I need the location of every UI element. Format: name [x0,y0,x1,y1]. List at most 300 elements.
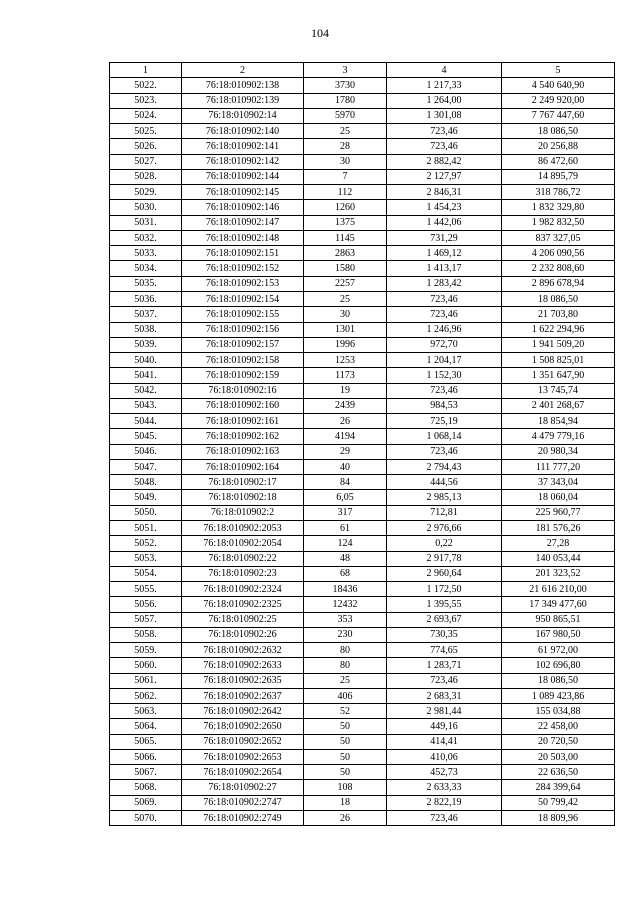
rate-cell: 452,73 [387,765,502,780]
value-cell: 1 941 509,20 [502,337,615,352]
row-number-cell: 5061. [110,673,182,688]
row-number-cell: 5066. [110,749,182,764]
area-cell: 1145 [304,230,387,245]
row-number-cell: 5067. [110,765,182,780]
area-cell: 112 [304,185,387,200]
value-cell: 2 401 268,67 [502,398,615,413]
row-number-cell: 5055. [110,582,182,597]
rate-cell: 2 693,67 [387,612,502,627]
cadastral-number-cell: 76:18:010902:138 [182,78,304,93]
rate-cell: 2 882,42 [387,154,502,169]
table-row [110,765,615,780]
area-cell: 1375 [304,215,387,230]
table-header-row [110,63,615,78]
row-number-cell: 5041. [110,368,182,383]
area-cell: 50 [304,719,387,734]
area-cell: 26 [304,414,387,429]
row-number-cell: 5057. [110,612,182,627]
rate-cell: 774,65 [387,643,502,658]
row-number-cell: 5070. [110,811,182,826]
cadastral-number-cell: 76:18:010902:155 [182,307,304,322]
row-number-cell: 5029. [110,185,182,200]
value-cell: 18 086,50 [502,673,615,688]
cadastral-number-cell: 76:18:010902:139 [182,93,304,108]
table-row [110,811,615,826]
table-row [110,627,615,642]
table-row [110,704,615,719]
area-cell: 1253 [304,353,387,368]
area-cell: 40 [304,459,387,474]
value-cell: 22 458,00 [502,719,615,734]
row-number-cell: 5043. [110,398,182,413]
row-number-cell: 5045. [110,429,182,444]
cadastral-number-cell: 76:18:010902:22 [182,551,304,566]
rate-cell: 1 204,17 [387,353,502,368]
row-number-cell: 5049. [110,490,182,505]
row-number-cell: 5028. [110,169,182,184]
area-cell: 1580 [304,261,387,276]
area-cell: 25 [304,291,387,306]
row-number-cell: 5030. [110,200,182,215]
rate-cell: 2 960,64 [387,566,502,581]
table-row [110,536,615,551]
cadastral-number-cell: 76:18:010902:147 [182,215,304,230]
row-number-cell: 5059. [110,643,182,658]
row-number-cell: 5051. [110,520,182,535]
row-number-cell: 5035. [110,276,182,291]
area-cell: 2863 [304,246,387,261]
column-header-1: 1 [110,63,182,78]
area-cell: 50 [304,749,387,764]
rate-cell: 1 283,71 [387,658,502,673]
page-number: 104 [311,26,329,40]
row-number-cell: 5069. [110,795,182,810]
value-cell: 1 351 647,90 [502,368,615,383]
row-number-cell: 5039. [110,337,182,352]
table-row [110,459,615,474]
table-row [110,429,615,444]
row-number-cell: 5046. [110,444,182,459]
value-cell: 22 636,50 [502,765,615,780]
area-cell: 406 [304,688,387,703]
table-row [110,93,615,108]
value-cell: 18 086,50 [502,291,615,306]
value-cell: 2 249 920,00 [502,93,615,108]
value-cell: 155 034,88 [502,704,615,719]
area-cell: 12432 [304,597,387,612]
rate-cell: 1 395,55 [387,597,502,612]
rate-cell: 1 246,96 [387,322,502,337]
cadastral-number-cell: 76:18:010902:153 [182,276,304,291]
row-number-cell: 5033. [110,246,182,261]
table-row [110,414,615,429]
area-cell: 52 [304,704,387,719]
area-cell: 30 [304,154,387,169]
rate-cell: 2 981,44 [387,704,502,719]
area-cell: 80 [304,643,387,658]
row-number-cell: 5038. [110,322,182,337]
cadastral-number-cell: 76:18:010902:2654 [182,765,304,780]
rate-cell: 1 454,23 [387,200,502,215]
table-row [110,124,615,139]
rate-cell: 1 217,33 [387,78,502,93]
table-row [110,749,615,764]
cadastral-number-cell: 76:18:010902:2653 [182,749,304,764]
rate-cell: 449,16 [387,719,502,734]
cadastral-number-cell: 76:18:010902:152 [182,261,304,276]
table-row [110,780,615,795]
row-number-cell: 5025. [110,124,182,139]
area-cell: 1173 [304,368,387,383]
row-number-cell: 5058. [110,627,182,642]
value-cell: 4 206 090,56 [502,246,615,261]
cadastral-number-cell: 76:18:010902:14 [182,108,304,123]
rate-cell: 723,46 [387,383,502,398]
table-row [110,246,615,261]
area-cell: 50 [304,765,387,780]
table-row [110,215,615,230]
table-row [110,200,615,215]
area-cell: 2257 [304,276,387,291]
rate-cell: 2 794,43 [387,459,502,474]
row-number-cell: 5036. [110,291,182,306]
area-cell: 25 [304,124,387,139]
table-row [110,276,615,291]
area-cell: 6,05 [304,490,387,505]
rate-cell: 414,41 [387,734,502,749]
table-row [110,78,615,93]
rate-cell: 2 683,31 [387,688,502,703]
row-number-cell: 5026. [110,139,182,154]
cadastral-number-cell: 76:18:010902:158 [182,353,304,368]
cadastral-number-cell: 76:18:010902:164 [182,459,304,474]
rate-cell: 972,70 [387,337,502,352]
table-row [110,475,615,490]
table-row [110,139,615,154]
rate-cell: 2 917,78 [387,551,502,566]
rate-cell: 2 846,31 [387,185,502,200]
value-cell: 13 745,74 [502,383,615,398]
area-cell: 84 [304,475,387,490]
area-cell: 7 [304,169,387,184]
cadastral-number-cell: 76:18:010902:17 [182,475,304,490]
table-row [110,154,615,169]
value-cell: 20 980,34 [502,444,615,459]
cadastral-number-cell: 76:18:010902:2054 [182,536,304,551]
row-number-cell: 5027. [110,154,182,169]
rate-cell: 723,46 [387,124,502,139]
cadastral-number-cell: 76:18:010902:151 [182,246,304,261]
cadastral-number-cell: 76:18:010902:141 [182,139,304,154]
cadastral-number-cell: 76:18:010902:23 [182,566,304,581]
value-cell: 1 622 294,96 [502,322,615,337]
table-row [110,353,615,368]
table-row [110,490,615,505]
table-row [110,383,615,398]
row-number-cell: 5037. [110,307,182,322]
cadastral-number-cell: 76:18:010902:140 [182,124,304,139]
area-cell: 1260 [304,200,387,215]
cadastral-number-cell: 76:18:010902:2637 [182,688,304,703]
value-cell: 1 508 825,01 [502,353,615,368]
row-number-cell: 5054. [110,566,182,581]
cadastral-number-cell: 76:18:010902:2635 [182,673,304,688]
row-number-cell: 5062. [110,688,182,703]
rate-cell: 731,29 [387,230,502,245]
rate-cell: 1 283,42 [387,276,502,291]
value-cell: 61 972,00 [502,643,615,658]
table-row [110,307,615,322]
area-cell: 353 [304,612,387,627]
area-cell: 4194 [304,429,387,444]
cadastral-number-cell: 76:18:010902:146 [182,200,304,215]
cadastral-number-cell: 76:18:010902:2053 [182,520,304,535]
value-cell: 1 089 423,86 [502,688,615,703]
value-cell: 17 349 477,60 [502,597,615,612]
area-cell: 61 [304,520,387,535]
row-number-cell: 5056. [110,597,182,612]
row-number-cell: 5040. [110,353,182,368]
table-row [110,551,615,566]
value-cell: 7 767 447,60 [502,108,615,123]
table-row [110,291,615,306]
value-cell: 86 472,60 [502,154,615,169]
table-row [110,505,615,520]
value-cell: 2 896 678,94 [502,276,615,291]
row-number-cell: 5024. [110,108,182,123]
cadastral-number-cell: 76:18:010902:2324 [182,582,304,597]
column-header-3: 3 [304,63,387,78]
area-cell: 80 [304,658,387,673]
table-row [110,734,615,749]
cadastral-number-cell: 76:18:010902:2650 [182,719,304,734]
rate-cell: 0,22 [387,536,502,551]
area-cell: 25 [304,673,387,688]
table-row [110,261,615,276]
table-row [110,169,615,184]
value-cell: 1 832 329,80 [502,200,615,215]
rate-cell: 725,19 [387,414,502,429]
rate-cell: 2 822,19 [387,795,502,810]
table-row [110,566,615,581]
table-body [110,78,615,826]
value-cell: 4 479 779,16 [502,429,615,444]
rate-cell: 723,46 [387,444,502,459]
area-cell: 1996 [304,337,387,352]
value-cell: 37 343,04 [502,475,615,490]
value-cell: 21 703,80 [502,307,615,322]
cadastral-number-cell: 76:18:010902:27 [182,780,304,795]
value-cell: 167 980,50 [502,627,615,642]
row-number-cell: 5044. [110,414,182,429]
table-row [110,337,615,352]
rate-cell: 444,56 [387,475,502,490]
table-row [110,795,615,810]
cadastral-number-cell: 76:18:010902:16 [182,383,304,398]
value-cell: 201 323,52 [502,566,615,581]
table-row [110,582,615,597]
area-cell: 26 [304,811,387,826]
cadastral-number-cell: 76:18:010902:145 [182,185,304,200]
rate-cell: 723,46 [387,307,502,322]
value-cell: 140 053,44 [502,551,615,566]
area-cell: 29 [304,444,387,459]
cadastral-number-cell: 76:18:010902:144 [182,169,304,184]
table-row [110,658,615,673]
rate-cell: 2 985,13 [387,490,502,505]
area-cell: 1301 [304,322,387,337]
row-number-cell: 5068. [110,780,182,795]
area-cell: 18436 [304,582,387,597]
value-cell: 284 399,64 [502,780,615,795]
value-cell: 318 786,72 [502,185,615,200]
cadastral-number-cell: 76:18:010902:18 [182,490,304,505]
value-cell: 20 503,00 [502,749,615,764]
row-number-cell: 5063. [110,704,182,719]
table-row [110,719,615,734]
value-cell: 111 777,20 [502,459,615,474]
table-row [110,185,615,200]
area-cell: 28 [304,139,387,154]
value-cell: 181 576,26 [502,520,615,535]
value-cell: 1 982 832,50 [502,215,615,230]
rate-cell: 1 172,50 [387,582,502,597]
row-number-cell: 5060. [110,658,182,673]
row-number-cell: 5034. [110,261,182,276]
parcel-registry-table [109,62,615,826]
rate-cell: 723,46 [387,811,502,826]
area-cell: 108 [304,780,387,795]
value-cell: 837 327,05 [502,230,615,245]
cadastral-number-cell: 76:18:010902:148 [182,230,304,245]
row-number-cell: 5023. [110,93,182,108]
cadastral-number-cell: 76:18:010902:26 [182,627,304,642]
cadastral-number-cell: 76:18:010902:2652 [182,734,304,749]
cadastral-number-cell: 76:18:010902:2633 [182,658,304,673]
area-cell: 18 [304,795,387,810]
area-cell: 50 [304,734,387,749]
table-row [110,108,615,123]
rate-cell: 1 413,17 [387,261,502,276]
cadastral-number-cell: 76:18:010902:157 [182,337,304,352]
area-cell: 30 [304,307,387,322]
rate-cell: 1 301,08 [387,108,502,123]
area-cell: 230 [304,627,387,642]
row-number-cell: 5065. [110,734,182,749]
row-number-cell: 5052. [110,536,182,551]
rate-cell: 2 976,66 [387,520,502,535]
row-number-cell: 5048. [110,475,182,490]
table-row [110,688,615,703]
table-row [110,230,615,245]
rate-cell: 984,53 [387,398,502,413]
table-row [110,597,615,612]
cadastral-number-cell: 76:18:010902:163 [182,444,304,459]
rate-cell: 1 068,14 [387,429,502,444]
table-row [110,322,615,337]
rate-cell: 1 442,06 [387,215,502,230]
table-row [110,398,615,413]
row-number-cell: 5032. [110,230,182,245]
table-row [110,643,615,658]
value-cell: 50 799,42 [502,795,615,810]
table-row [110,368,615,383]
cadastral-number-cell: 76:18:010902:2 [182,505,304,520]
column-header-5: 5 [502,63,615,78]
row-number-cell: 5031. [110,215,182,230]
table-row [110,444,615,459]
rate-cell: 723,46 [387,673,502,688]
area-cell: 124 [304,536,387,551]
value-cell: 20 256,88 [502,139,615,154]
cadastral-number-cell: 76:18:010902:160 [182,398,304,413]
value-cell: 21 616 210,00 [502,582,615,597]
cadastral-number-cell: 76:18:010902:156 [182,322,304,337]
value-cell: 102 696,80 [502,658,615,673]
area-cell: 317 [304,505,387,520]
value-cell: 18 809,96 [502,811,615,826]
cadastral-number-cell: 76:18:010902:154 [182,291,304,306]
value-cell: 18 854,94 [502,414,615,429]
area-cell: 5970 [304,108,387,123]
area-cell: 68 [304,566,387,581]
rate-cell: 1 152,30 [387,368,502,383]
column-header-2: 2 [182,63,304,78]
rate-cell: 723,46 [387,139,502,154]
cadastral-number-cell: 76:18:010902:2747 [182,795,304,810]
rate-cell: 1 264,00 [387,93,502,108]
row-number-cell: 5022. [110,78,182,93]
row-number-cell: 5050. [110,505,182,520]
value-cell: 14 895,79 [502,169,615,184]
row-number-cell: 5047. [110,459,182,474]
cadastral-number-cell: 76:18:010902:2749 [182,811,304,826]
rate-cell: 723,46 [387,291,502,306]
value-cell: 18 060,04 [502,490,615,505]
rate-cell: 2 127,97 [387,169,502,184]
table-row [110,520,615,535]
area-cell: 3730 [304,78,387,93]
value-cell: 4 540 640,90 [502,78,615,93]
row-number-cell: 5042. [110,383,182,398]
cadastral-number-cell: 76:18:010902:159 [182,368,304,383]
area-cell: 19 [304,383,387,398]
value-cell: 950 865,51 [502,612,615,627]
cadastral-number-cell: 76:18:010902:25 [182,612,304,627]
rate-cell: 2 633,33 [387,780,502,795]
rate-cell: 712,81 [387,505,502,520]
table-row [110,612,615,627]
cadastral-number-cell: 76:18:010902:2632 [182,643,304,658]
row-number-cell: 5053. [110,551,182,566]
value-cell: 18 086,50 [502,124,615,139]
table-row [110,673,615,688]
value-cell: 20 720,50 [502,734,615,749]
cadastral-number-cell: 76:18:010902:2642 [182,704,304,719]
cadastral-number-cell: 76:18:010902:161 [182,414,304,429]
value-cell: 2 232 808,60 [502,261,615,276]
rate-cell: 730,35 [387,627,502,642]
row-number-cell: 5064. [110,719,182,734]
cadastral-number-cell: 76:18:010902:2325 [182,597,304,612]
area-cell: 2439 [304,398,387,413]
area-cell: 1780 [304,93,387,108]
cadastral-number-cell: 76:18:010902:162 [182,429,304,444]
cadastral-number-cell: 76:18:010902:142 [182,154,304,169]
area-cell: 48 [304,551,387,566]
value-cell: 27,28 [502,536,615,551]
value-cell: 225 960,77 [502,505,615,520]
